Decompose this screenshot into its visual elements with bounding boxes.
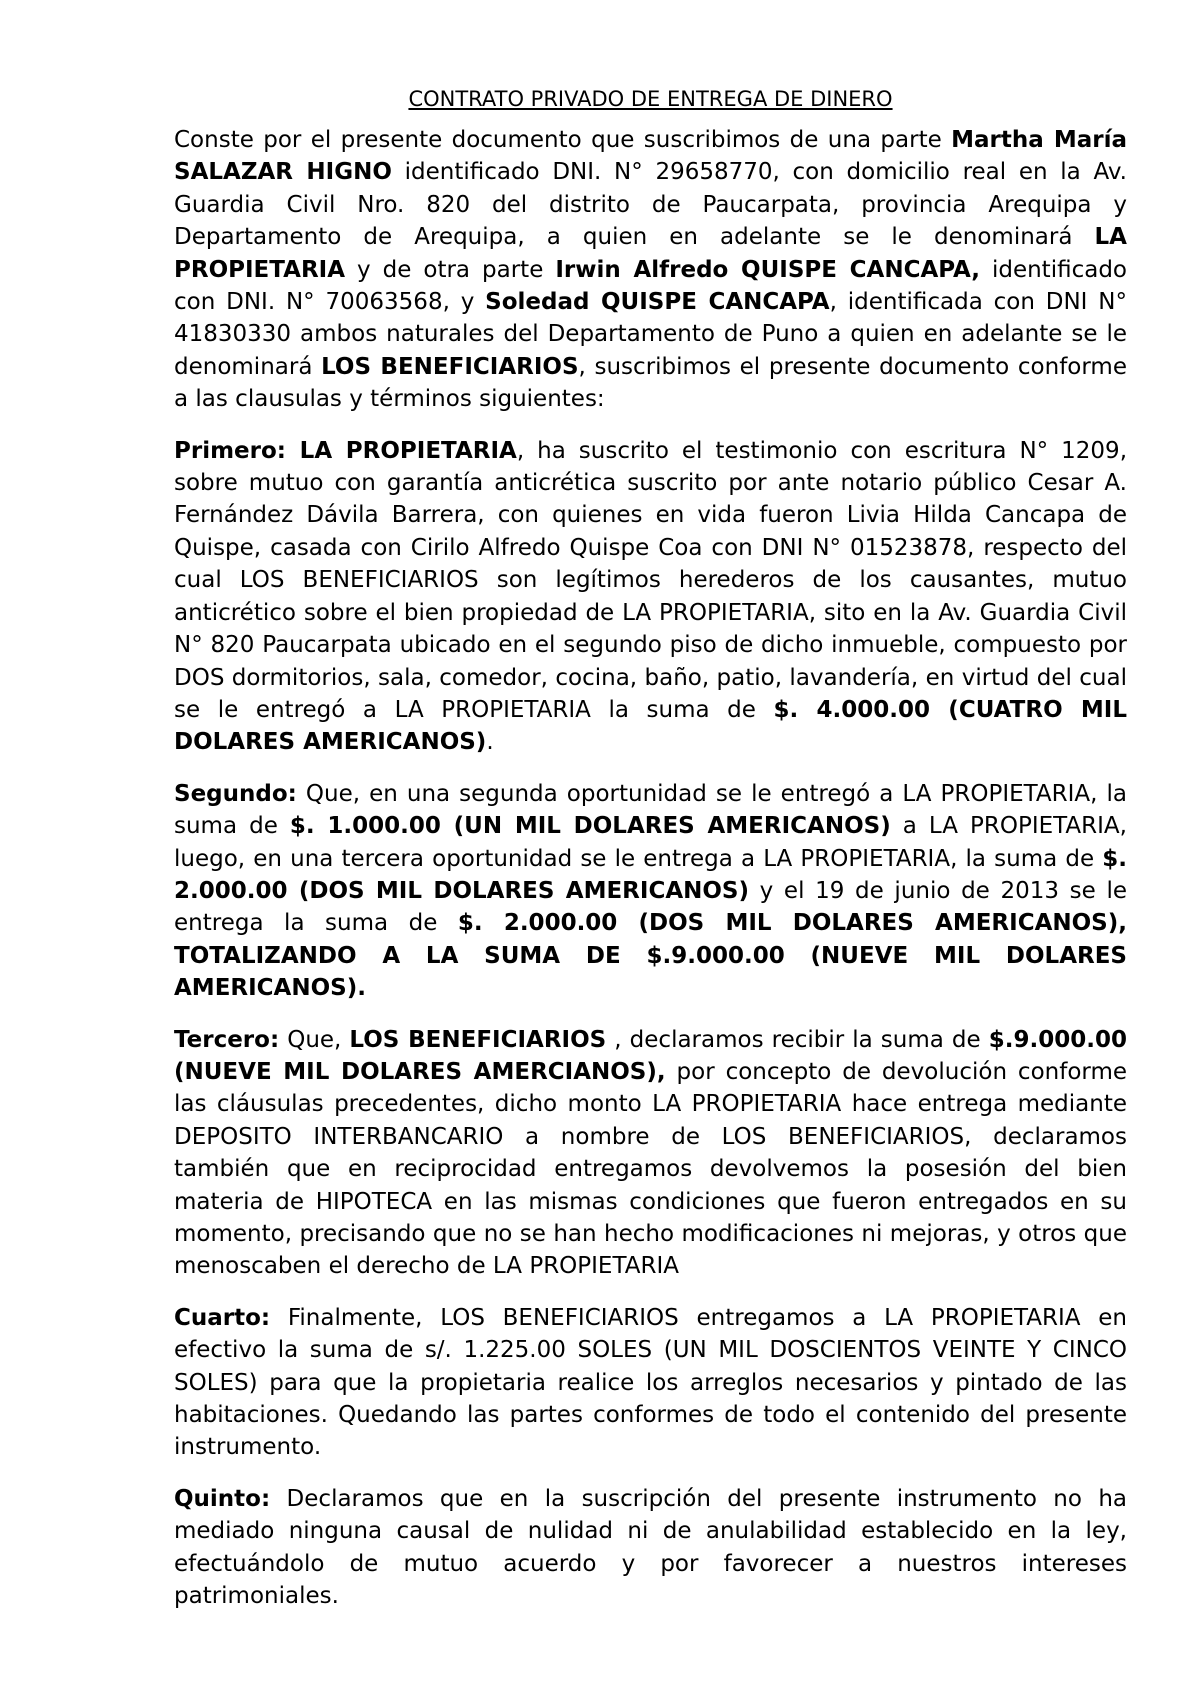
document-body (174, 86, 1127, 1631)
text-run: identificado con DNI. N° 70063568, y (174, 256, 1127, 316)
clause-segundo (174, 778, 1127, 1005)
text-run: por concepto de devolución conforme las cláusulas precedentes, dicho monto LA PROPIETARIA hace entrega mediante DEPOSITO INTERBANCARIO a nombre de LOS BENEFICIARIOS, declaramos también que en reciprocidad entregamos devolvemos la posesión del bien materia de HIPOTECA en las mismas condiciones que fueron entregados en su momento, precisando que no se han hecho modificaciones ni mejoras, y otros que menoscaben el derecho de LA PROPIETARIA (174, 1058, 1127, 1280)
clause-quinto (174, 1483, 1127, 1613)
text-run: Que, en una segunda oportunidad se le entregó a LA PROPIETARIA, la suma de (174, 780, 1127, 840)
text-run: , identificada con DNI N° 41830330 ambos naturales del Departamento de Puno a quien en adelante se le denominará (174, 289, 1127, 380)
text-run: identificado DNI. N° 29658770, con domicilio real en la Av. Guardia Civil Nro. 820 del distrito de Paucarpata, provincia Arequipa y Departamento de Arequipa, a quien en adelante se le denominará (174, 159, 1127, 251)
bold-text: Martha María SALAZAR HIGNO (174, 127, 1127, 186)
bold-text: Soledad QUISPE CANCAPA (485, 289, 830, 316)
bold-text: LOS BENEFICIARIOS (321, 353, 579, 380)
text-run: a LA PROPIETARIA, luego, en una tercera oportunidad se le entrega a LA PROPIETARIA, la suma de (174, 813, 1127, 872)
bold-text: LOS BENEFICIARIOS (349, 1026, 607, 1053)
clause-cuarto (174, 1302, 1127, 1464)
text-run: , ha suscrito el testimonio con escritura N° 1209, sobre mutuo con garantía anticrética suscrito por ante notario público Cesar A. Fernández Dávila Barrera, con quienes en vida fueron Livia Hilda Cancapa de Quispe, casada con Cirilo Alfredo Quispe Coa con DNI N° 01523878, respecto del cual LOS BENEFICIARIOS son legítimos herederos de los causantes, mutuo anticrético sobre el bien propiedad de LA PROPIETARIA, sito en la Av. Guardia Civil N° 820 Paucarpata ubicado en el segundo piso de dicho inmueble, compuesto por DOS dormitorios, sala, comedor, cocina, baño, patio, lavandería, en virtud del cual se le entregó a LA PROPIETARIA la suma de (174, 437, 1128, 723)
bold-text: Primero: LA PROPIETARIA (174, 437, 517, 464)
bold-text: $. 2.000.00 (DOS MIL DOLARES AMERICANOS) (174, 845, 1127, 904)
bold-text: Segundo: (174, 780, 297, 807)
document-title: CONTRATO PRIVADO DE ENTREGA DE DINERO (408, 87, 893, 111)
text-run: Conste por el presente documento que suscribimos de una parte (174, 127, 952, 153)
bold-text: $.9.000.00 (NUEVE MIL DOLARES AMERCIANOS), (174, 1026, 1127, 1085)
bold-text: $. 2.000.00 (DOS MIL DOLARES AMERICANOS), TOTALIZANDO A LA SUMA DE $.9.000.00 (NUEVE MIL DOLARES AMERICANOS). (174, 910, 1127, 1002)
bold-text: $. 1.000.00 (UN MIL DOLARES AMERICANOS) (289, 813, 891, 840)
text-run: , declaramos recibir la suma de (606, 1026, 989, 1053)
text-run: y de otra parte (345, 256, 556, 283)
bold-text: $. 4.000.00 (CUATRO MIL DOLARES AMERICANOS) (174, 696, 1128, 756)
text-run: Que, (279, 1026, 350, 1053)
bold-text: Cuarto: (174, 1304, 271, 1331)
bold-text: Irwin Alfredo QUISPE CANCAPA, (555, 256, 980, 283)
text-run: . (486, 729, 494, 756)
clause-tercero (174, 1024, 1127, 1283)
bold-text: Tercero: (174, 1026, 280, 1053)
clauses-container (174, 124, 1127, 1612)
bold-text: LA PROPIETARIA (174, 224, 1127, 283)
text-run: Declaramos que en la suscripción del presente instrumento no ha mediado ninguna causal de nulidad ni de anulabilidad establecido en la ley, efectuándolo de mutuo acuerdo y por favorecer a nuestros intereses patrimoniales. (174, 1485, 1127, 1610)
clause-primero (174, 435, 1127, 759)
bold-text: Quinto: (174, 1485, 271, 1512)
text-run: y el 19 de junio de 2013 se le entrega la suma de (174, 877, 1127, 937)
text-run: , suscribimos el presente documento conforme a las clausulas y términos siguientes: (174, 353, 1127, 413)
text-run: Finalmente, LOS BENEFICIARIOS entregamos a LA PROPIETARIA en efectivo la suma de s/. 1.225.00 SOLES (UN MIL DOSCIENTOS VEINTE Y CINCO SOLES) para que la propietaria realice los arreglos necesarios y pintado de las habitaciones. Quedando las partes conformes de todo el contenido del presente instrumento. (174, 1304, 1127, 1461)
intro-paragraph (174, 124, 1127, 416)
